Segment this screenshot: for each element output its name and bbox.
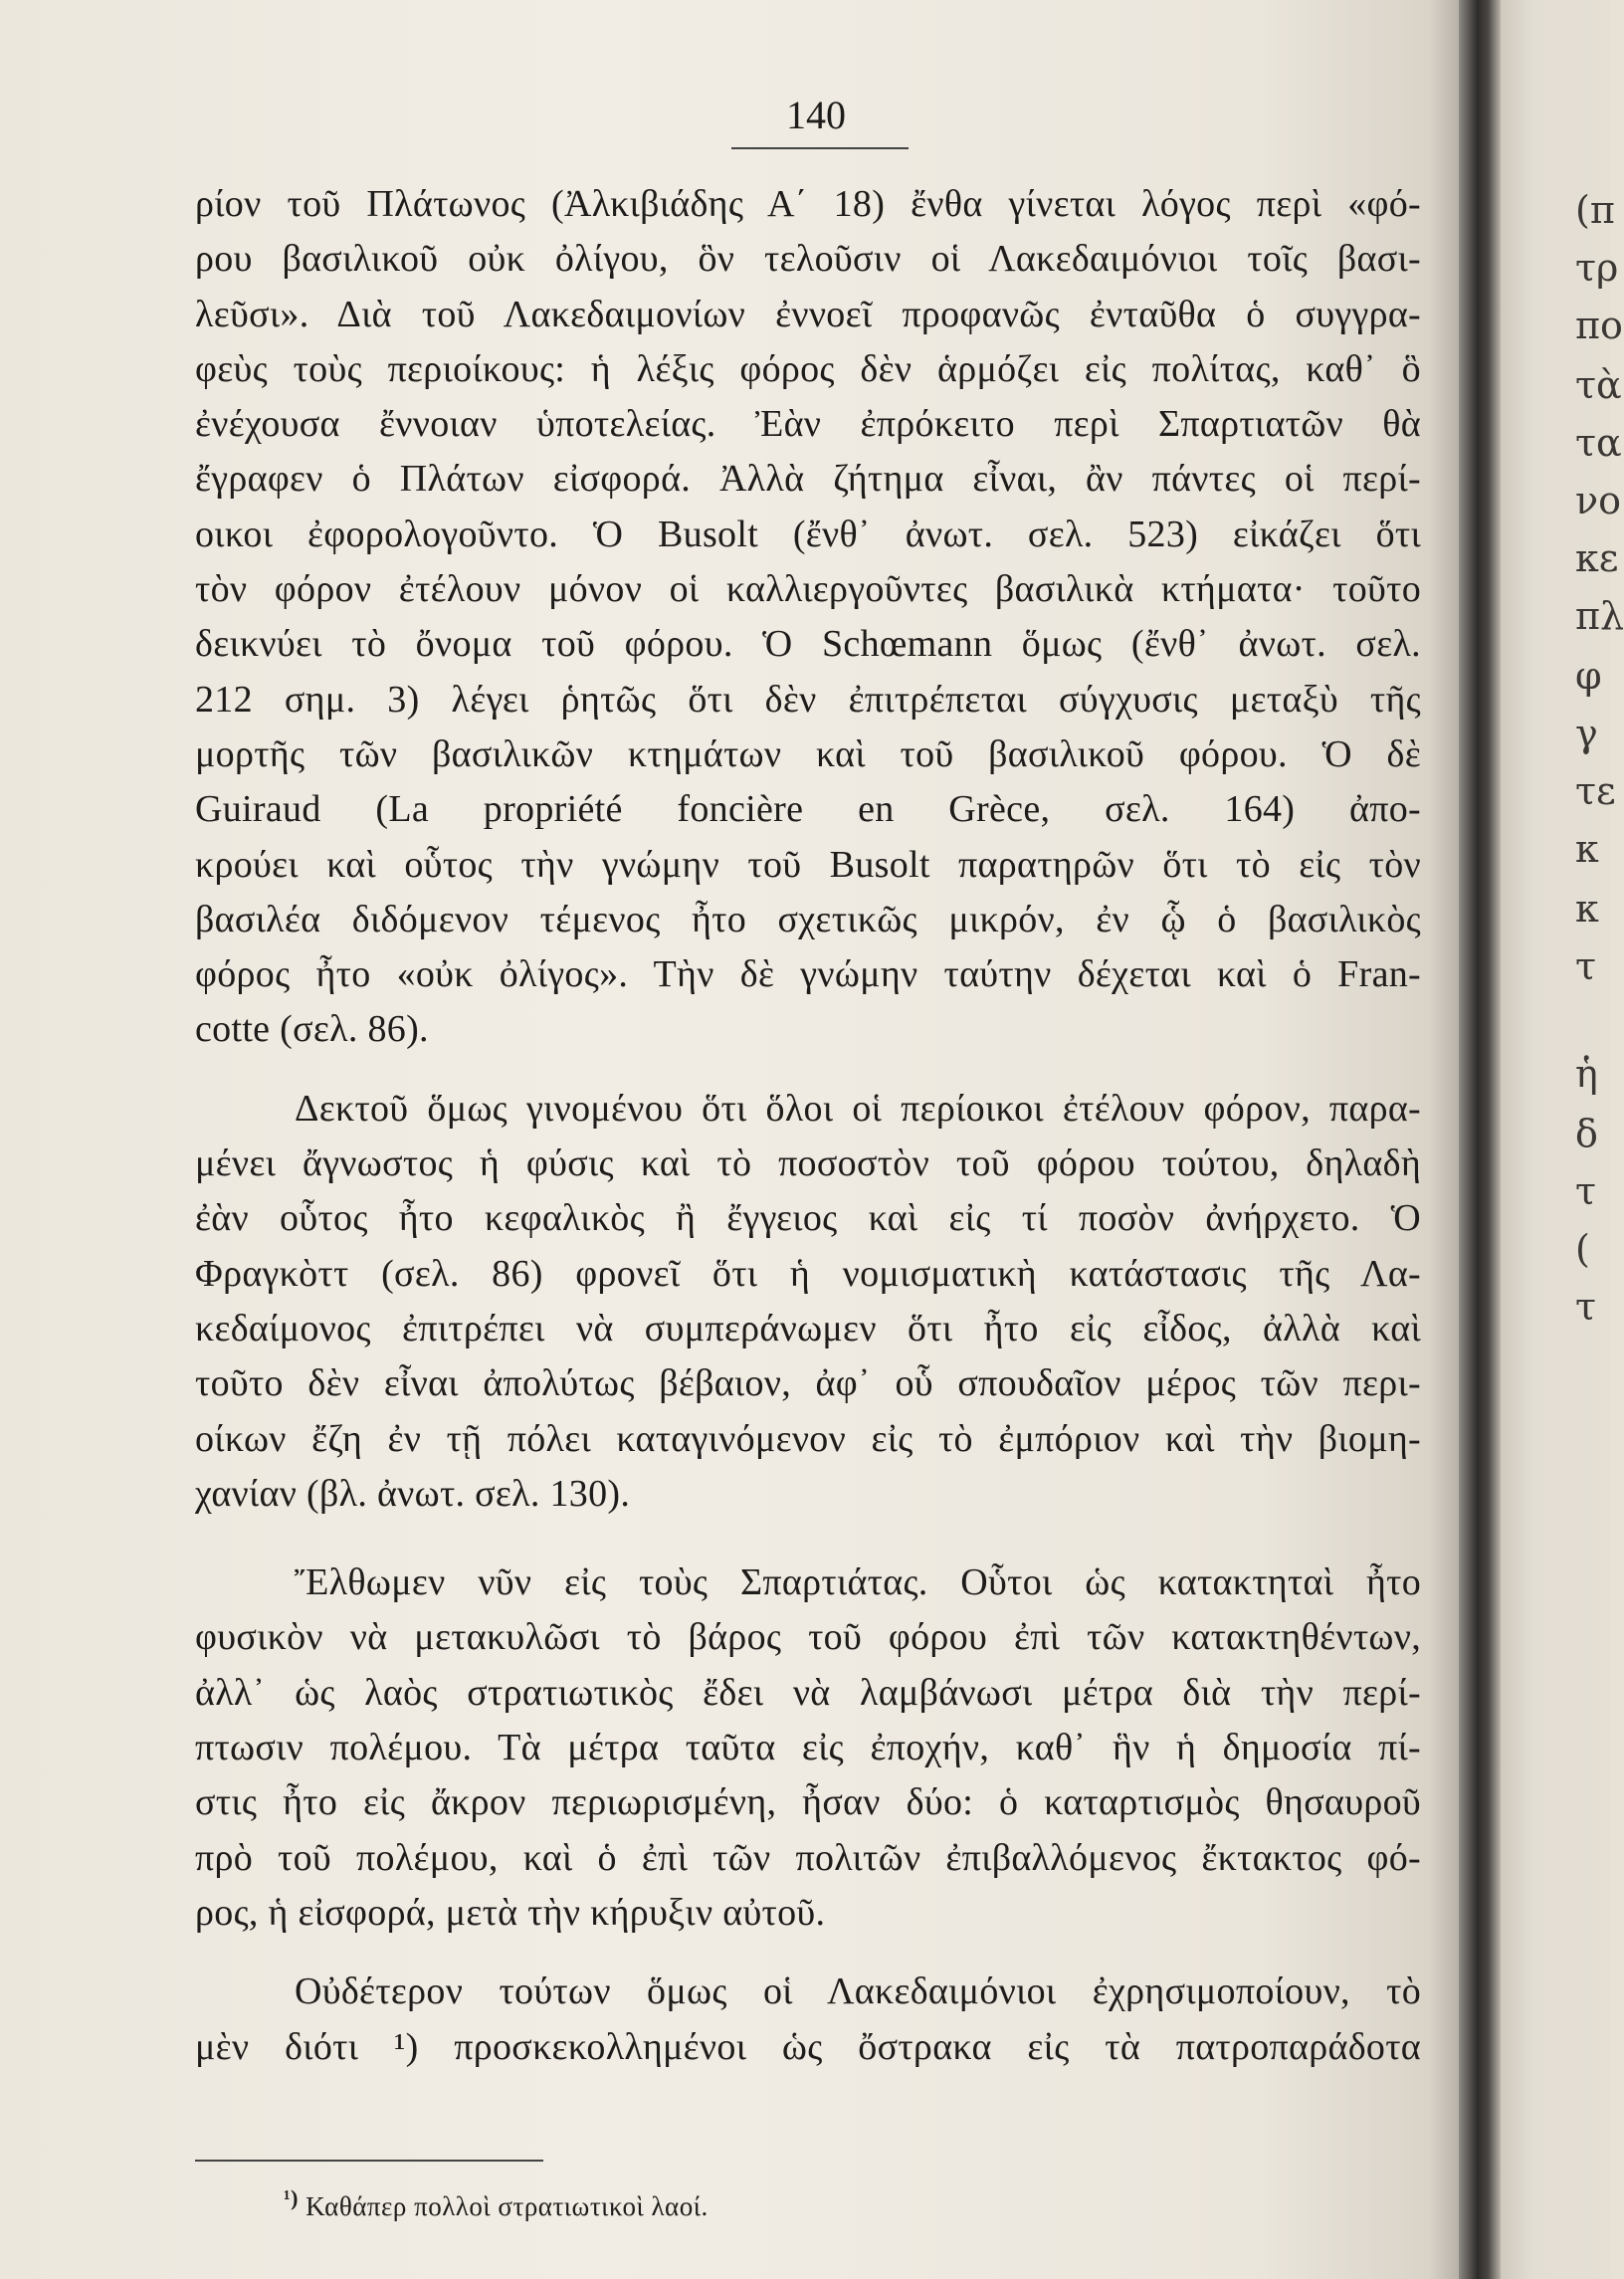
text-line: στις ἦτο εἰς ἄκρον περιωρισμένη, ἦσαν δύο: ὁ καταρτισμὸς θησαυροῦ bbox=[195, 1781, 1421, 1824]
footnote bbox=[284, 2185, 709, 2222]
text-line: βασιλέα διδόμενον τέμενος ἦτο σχετικῶς μικρόν, ἐν ᾧ ὁ βασιλικὸς bbox=[195, 898, 1421, 940]
text-line: ἐνέχουσα ἔννοιαν ὑποτελείας. Ἐὰν ἐπρόκειτο περὶ Σπαρτιατῶν θὰ bbox=[195, 403, 1421, 446]
edge-fragment: κ bbox=[1575, 827, 1599, 871]
text-line: κρούει καὶ οὗτος τὴν γνώμην τοῦ Busolt παρατηρῶν ὅτι τὸ εἰς τὸν bbox=[195, 843, 1421, 886]
text-line: χανίαν (βλ. ἀνωτ. σελ. 130). bbox=[195, 1472, 631, 1515]
paragraph-start: Δεκτοῦ ὅμως γινομένου ὅτι ὅλοι οἱ περίοικοι ἐτέλουν φόρον, παρα- bbox=[295, 1087, 1421, 1130]
text-line: κεδαίμονος ἐπιτρέπει νὰ συμπεράνωμεν ὅτι ἦτο εἰς εἶδος, ἀλλὰ καὶ bbox=[195, 1307, 1421, 1349]
edge-fragment: τε bbox=[1575, 769, 1616, 813]
text-line: Guiraud (La propriété foncière en Grèce, σελ. 164) ἀπο- bbox=[195, 788, 1421, 831]
text-line: δεικνύει τὸ ὄνομα τοῦ φόρου. Ὁ Schœmann ὅμως (ἔνθ᾽ ἀνωτ. σελ. bbox=[195, 623, 1421, 666]
paragraph-start: Οὐδέτερον τούτων ὅμως οἱ Λακεδαιμόνιοι ἐχρησιμοποίουν, τὸ bbox=[295, 1970, 1421, 2013]
text-line: cotte (σελ. 86). bbox=[195, 1008, 429, 1051]
edge-fragment: δ bbox=[1575, 1112, 1598, 1155]
text-line: Φραγκὸττ (σελ. 86) φρονεῖ ὅτι ἡ νομισματικὴ κατάστασις τῆς Λα- bbox=[195, 1252, 1421, 1295]
text-line: τοῦτο δὲν εἶναι ἀπολύτως βέβαιον, ἀφ᾽ οὗ σπουδαῖον μέρος τῶν περι- bbox=[195, 1362, 1421, 1405]
text-line: ἀλλ᾽ ὡς λαὸς στρατιωτικὸς ἔδει νὰ λαμβάνωσι μέτρα διὰ τὴν περί- bbox=[195, 1671, 1421, 1714]
edge-fragment: ( bbox=[1575, 1227, 1590, 1271]
edge-fragment: τ bbox=[1575, 1169, 1597, 1213]
edge-fragment: ἡ bbox=[1575, 1052, 1598, 1096]
text-line: λεῦσι». Διὰ τοῦ Λακεδαιμονίων ἐννοεῖ προφανῶς ἐνταῦθα ὁ συγγρα- bbox=[195, 293, 1421, 335]
text-line: ρίον τοῦ Πλάτωνος (Ἀλκιβιάδης Α΄ 18) ἔνθα γίνεται λόγος περὶ «φό- bbox=[195, 183, 1421, 225]
edge-fragment: τα bbox=[1575, 421, 1622, 465]
book-gutter bbox=[1459, 0, 1501, 2279]
header-rule bbox=[731, 147, 909, 149]
text-line: φόρος ἦτο «οὐκ ὀλίγος». Τὴν δὲ γνώμην ταύτην δέχεται καὶ ὁ Fran- bbox=[195, 953, 1421, 996]
text-line: φυσικὸν νὰ μετακυλῶσι τὸ βάρος τοῦ φόρου ἐπὶ τῶν κατακτηθέντων, bbox=[195, 1616, 1421, 1659]
paragraph-start: Ἔλθωμεν νῦν εἰς τοὺς Σπαρτιάτας. Οὗτοι ὡς κατακτηταὶ ἦτο bbox=[295, 1561, 1421, 1604]
edge-fragment: γ bbox=[1575, 712, 1598, 755]
text-line: ἐὰν οὗτος ἦτο κεφαλικὸς ἢ ἔγγειος καὶ εἰς τί ποσὸν ἀνήρχετο. Ὁ bbox=[195, 1197, 1421, 1240]
edge-fragment: τρ bbox=[1575, 246, 1619, 290]
text-line: μορτῆς τῶν βασιλικῶν κτημάτων καὶ τοῦ βασιλικοῦ φόρου. Ὁ δὲ bbox=[195, 732, 1421, 775]
text-line: ρου βασιλικοῦ οὐκ ὀλίγου, ὃν τελοῦσιν οἱ Λακεδαιμόνιοι τοῖς βασι- bbox=[195, 238, 1421, 281]
body-text bbox=[195, 177, 1421, 2075]
edge-fragment: φ bbox=[1575, 654, 1602, 698]
edge-fragment: πλ bbox=[1575, 594, 1624, 638]
edge-fragment: κε bbox=[1575, 536, 1619, 580]
text-line: πτωσιν πολέμου. Τὰ μέτρα ταῦτα εἰς ἐποχήν, καθ᾽ ἣν ἡ δημοσία πί- bbox=[195, 1727, 1421, 1769]
edge-fragment: πο bbox=[1575, 304, 1623, 347]
edge-fragment: τ bbox=[1575, 944, 1597, 988]
text-line: πρὸ τοῦ πολέμου, καὶ ὁ ἐπὶ τῶν πολιτῶν ἐπιβαλλόμενος ἔκτακτος φό- bbox=[195, 1836, 1421, 1879]
text-line: ἔγραφεν ὁ Πλάτων εἰσφορά. Ἀλλὰ ζήτημα εἶναι, ἂν πάντες οἱ περί- bbox=[195, 458, 1421, 501]
footnote-rule bbox=[195, 2160, 543, 2162]
text-line: οίκων ἔζη ἐν τῇ πόλει καταγινόμενον εἰς τὸ ἐμπόριον καὶ τὴν βιομη- bbox=[195, 1417, 1421, 1460]
text-line: οικοι ἐφορολογοῦντο. Ὁ Busolt (ἔνθ᾽ ἀνωτ. σελ. 523) εἰκάζει ὅτι bbox=[195, 513, 1421, 555]
page-number: 140 bbox=[786, 93, 846, 137]
text-line: μένει ἄγνωστος ἡ φύσις καὶ τὸ ποσοστὸν τοῦ φόρου τούτου, δηλαδὴ bbox=[195, 1142, 1421, 1185]
footnote-mark: ¹) bbox=[284, 2185, 299, 2210]
facing-page-edge bbox=[1501, 0, 1624, 2279]
text-line: μὲν διότι ¹) προσκεκολλημένοι ὡς ὄστρακα εἰς τὰ πατροπαράδοτα bbox=[195, 2025, 1421, 2068]
text-line: τὸν φόρον ἐτέλουν μόνον οἱ καλλιεργοῦντες βασιλικὰ κτήματα· τοῦτο bbox=[195, 568, 1421, 611]
edge-fragment: νο bbox=[1575, 479, 1621, 522]
text-line: 212 σημ. 3) λέγει ῥητῶς ὅτι δὲν ἐπιτρέπεται σύγχυσις μεταξὺ τῆς bbox=[195, 678, 1421, 721]
edge-fragment: τ bbox=[1575, 1285, 1597, 1329]
edge-fragment: τὰ bbox=[1575, 363, 1622, 407]
edge-fragment: (π bbox=[1575, 188, 1615, 232]
text-line: φεὺς τοὺς περιοίκους: ἡ λέξις φόρος δὲν ἁρμόζει εἰς πολίτας, καθ᾽ ὃ bbox=[195, 347, 1421, 390]
edge-fragment: κ bbox=[1575, 887, 1599, 931]
footnote-text: Καθάπερ πολλοὶ στρατιωτικοὶ λαοί. bbox=[305, 2191, 709, 2221]
text-line: ρος, ἡ εἰσφορά, μετὰ τὴν κήρυξιν αὐτοῦ. bbox=[195, 1891, 826, 1934]
